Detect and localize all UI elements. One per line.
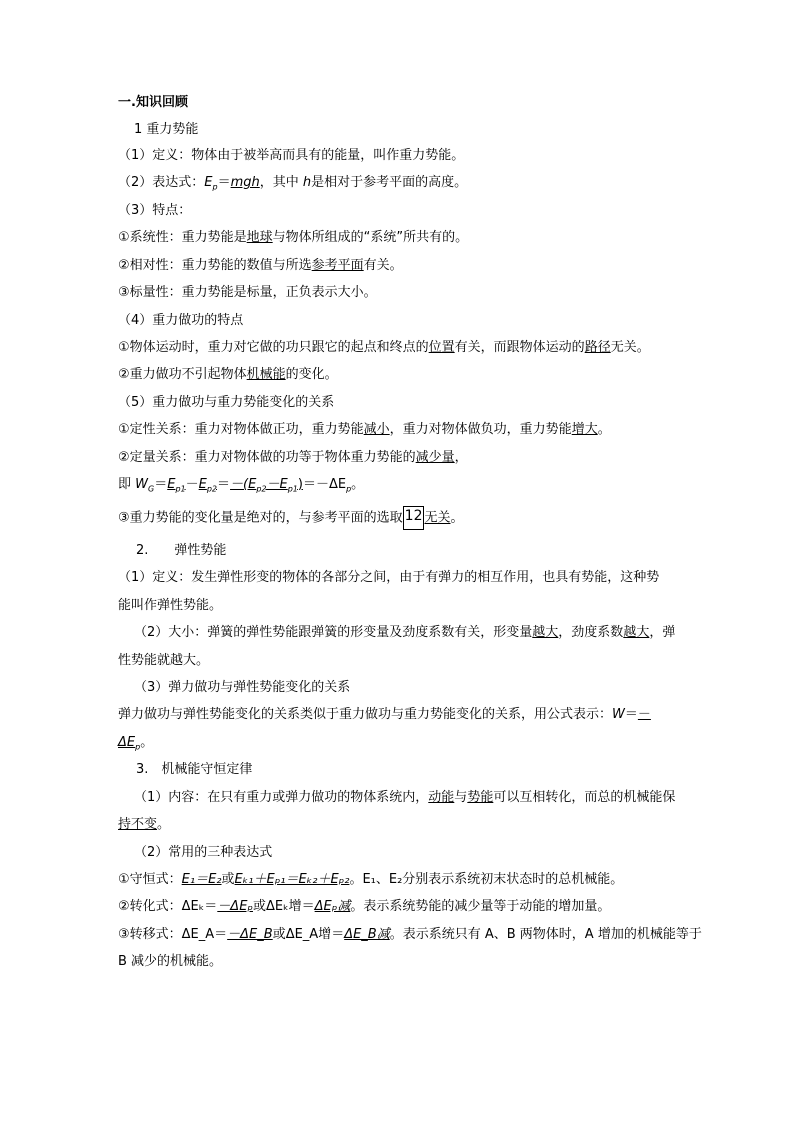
s3-transfer-b: B 减少的机械能。 — [118, 954, 223, 969]
s2-definition-b: 能叫作弹性势能。 — [118, 598, 223, 613]
s2-magnitude: （2）大小：弹簧的弹性势能跟弹簧的形变量及劲度系数有关，形变量越大，劲度系数越大，弹 — [134, 625, 676, 640]
s1-gravity-work-1: ①物体运动时，重力对它做的功只跟它的起点和终点的位置有关，而跟物体运动的路径无关。 — [118, 340, 650, 355]
s1-feature-relative: ②相对性：重力势能的数值与所选参考平面有关。 — [118, 258, 403, 273]
s3-conservation: ①守恒式：E₁＝E₂或Eₖ₁＋Eₚ₁＝Eₖ₂＋Eₚ₂。E₁、E₂分别表示系统初末状态时的总机械能。 — [118, 872, 624, 887]
s1-feature-scalar: ③标量性：重力势能是标量，正负表示大小。 — [118, 285, 377, 300]
s1-gravity-work-2: ②重力做功不引起物体机械能的变化。 — [118, 367, 338, 382]
s1-relation-formula: 即 $W_G=E_{p1}-E_{p2}=-(E_{p2}-E_{p1})=-\Delta E_p$。 — [118, 477, 365, 494]
s2-relation-formula-b: $\Delta E_p$。 — [118, 735, 154, 752]
s2-magnitude-b: 性势能就越大。 — [118, 653, 210, 668]
s1-title: 1 重力势能 — [134, 122, 199, 137]
s1-features: （3）特点： — [118, 203, 192, 218]
s2-relation: （3）弹力做功与弹性势能变化的关系 — [134, 680, 351, 695]
s3-transfer: ③转移式：ΔE_A＝－ΔE_B或ΔE_A增＝ΔE_B减。表示系统只有 A、B 两物体时，A 增加的机械能等于 — [118, 927, 702, 942]
s3-content-b: 持不变。 — [118, 817, 171, 832]
s1-definition: （1）定义：物体由于被举高而具有的能量，叫作重力势能。 — [118, 148, 465, 163]
s2-title: 2. 弹性势能 — [136, 543, 227, 558]
s1-gravity-work: （4）重力做功的特点 — [118, 313, 244, 328]
s3-title: 3. 机械能守恒定律 — [136, 762, 253, 777]
s3-content-a: （1）内容：在只有重力或弹力做功的物体系统内，动能与势能可以互相转化，而总的机械能保 — [134, 790, 676, 805]
s2-relation-formula-a: 弹力做功与弹性势能变化的关系类似于重力做功与重力势能变化的关系，用公式表示：W＝－ — [118, 707, 651, 722]
s1-relation-quantitative: ②定量关系：重力对物体做的功等于物体重力势能的减少量， — [118, 450, 468, 465]
s3-expressions: （2）常用的三种表达式 — [134, 845, 273, 860]
s1-expression: （2）表达式：$E_p=mgh$，其中 h是相对于参考平面的高度。 — [118, 175, 468, 192]
s1-feature-system: ①系统性：重力势能是地球与物体所组成的“系统”所共有的。 — [118, 230, 469, 245]
answer-box: 12 — [403, 506, 425, 530]
s1-relation-absolute: ③重力势能的变化量是绝对的，与参考平面的选取 12 无关。 — [118, 506, 694, 530]
section-heading: 一.知识回顾 — [118, 95, 188, 110]
s2-definition-a: （1）定义：发生弹性形变的物体的各部分之间，由于有弹力的相互作用，也具有势能，这种势 — [118, 570, 660, 585]
s3-conversion: ②转化式：ΔEₖ＝－ΔEₚ或ΔEₖ增＝ΔEₚ减。表示系统势能的减少量等于动能的增加量。 — [118, 899, 611, 914]
s1-relation-qualitative: ①定性关系：重力对物体做正功，重力势能减小，重力对物体做负功，重力势能增大。 — [118, 422, 611, 437]
s1-relation: （5）重力做功与重力势能变化的关系 — [118, 395, 335, 410]
